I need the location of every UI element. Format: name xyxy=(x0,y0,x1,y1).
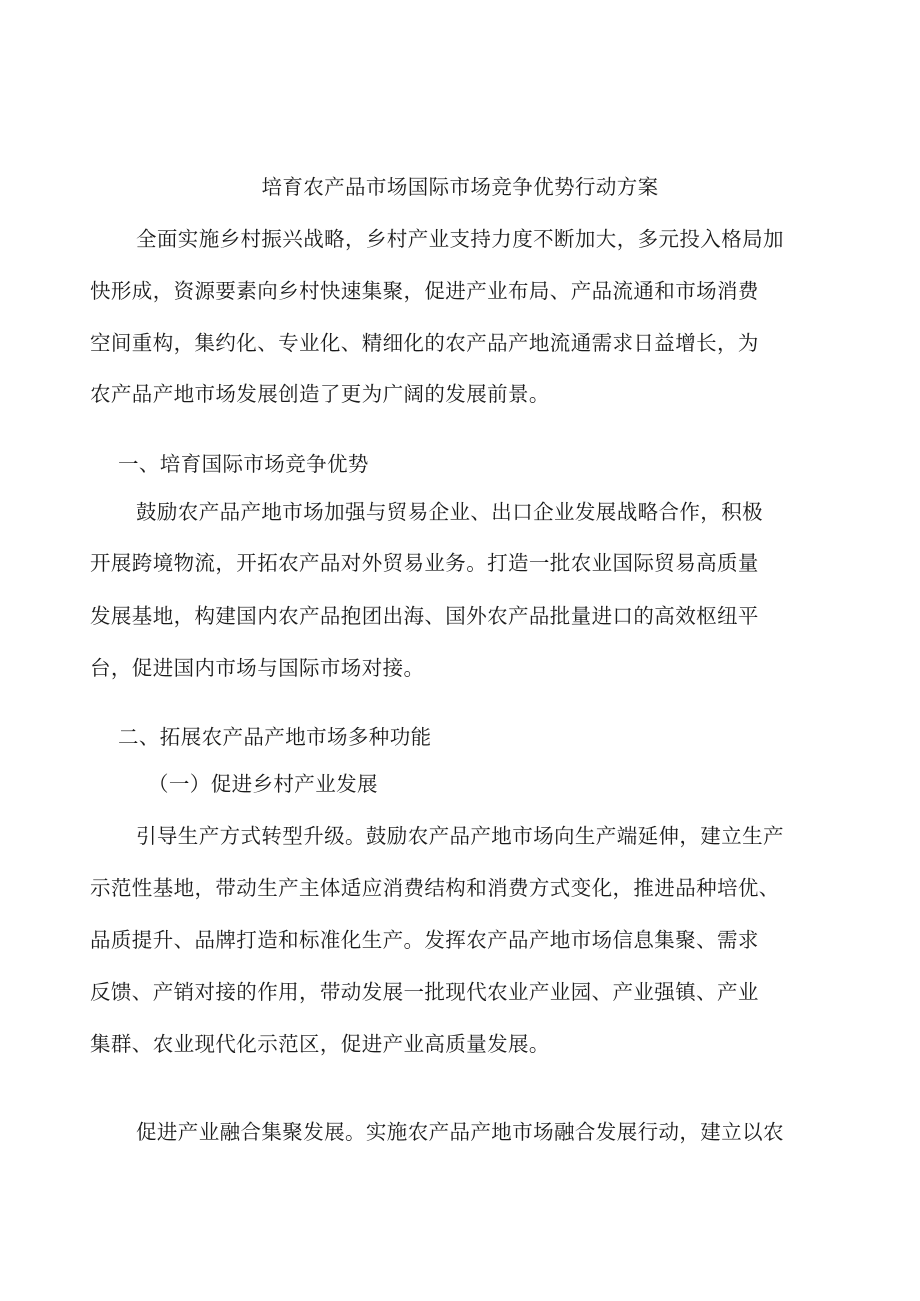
section1-line-4: 台，促进国内市场与国际市场对接。 xyxy=(90,656,425,680)
section2-subheading: （一）促进乡村产业发展 xyxy=(148,772,378,796)
section1-line-1: 鼓励农产品产地市场加强与贸易企业、出口企业发展战略合作，积极 xyxy=(136,500,763,524)
section2-para1-line-4: 反馈、产销对接的作用，带动发展一批现代农业产业园、产业强镇、产业 xyxy=(90,980,759,1004)
section2-para1-line-2: 示范性基地，带动生产主体适应消费结构和消费方式变化，推进品种培优、 xyxy=(90,876,780,900)
section1-line-3: 发展基地，构建国内农产品抱团出海、国外农产品批量进口的高效枢纽平 xyxy=(90,604,759,628)
section1-line-2: 开展跨境物流，开拓农产品对外贸易业务。打造一批农业国际贸易高质量 xyxy=(90,551,759,575)
section2-heading: 二、拓展农产品产地市场多种功能 xyxy=(118,725,432,749)
section2-para1-line-3: 品质提升、品牌打造和标准化生产。发挥农产品产地市场信息集聚、需求 xyxy=(90,928,759,952)
intro-line-4: 农产品产地市场发展创造了更为广阔的发展前景。 xyxy=(90,382,550,406)
section2-para1-line-5: 集群、农业现代化示范区，促进产业高质量发展。 xyxy=(90,1032,550,1056)
section1-heading: 一、培育国际市场竞争优势 xyxy=(118,452,369,476)
intro-line-2: 快形成，资源要素向乡村快速集聚，促进产业布局、产品流通和市场消费 xyxy=(90,279,759,303)
document-title: 培育农产品市场国际市场竞争优势行动方案 xyxy=(261,175,659,199)
intro-line-1: 全面实施乡村振兴战略，乡村产业支持力度不断加大，多元投入格局加 xyxy=(136,227,784,251)
section2-para2-line-1: 促进产业融合集聚发展。实施农产品产地市场融合发展行动，建立以农 xyxy=(136,1120,784,1144)
intro-line-3: 空间重构，集约化、专业化、精细化的农产品产地流通需求日益增长，为 xyxy=(90,331,759,355)
section2-para1-line-1: 引导生产方式转型升级。鼓励农产品产地市场向生产端延伸，建立生产 xyxy=(136,824,784,848)
